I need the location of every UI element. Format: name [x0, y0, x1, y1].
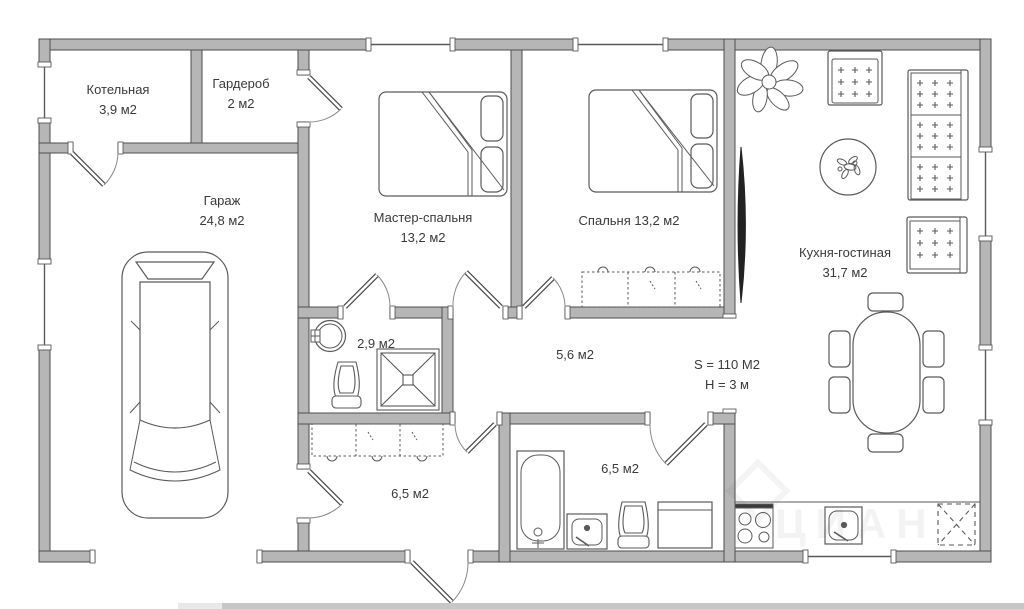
chair-icon	[923, 377, 944, 413]
sink-icon-small-bath	[311, 321, 346, 352]
dining-table-icon	[829, 293, 944, 452]
room-label-boiler: Котельная 3,9 м2	[86, 82, 150, 117]
room-label-bathroom-big: 6,5 м2	[601, 461, 639, 476]
tv-icon	[738, 147, 746, 303]
bed-icon-master	[379, 92, 507, 196]
sofa-icon	[908, 70, 968, 200]
chair-icon	[923, 331, 944, 367]
wardrobe-icon-hall	[312, 424, 443, 461]
chair-icon	[829, 377, 850, 413]
toilet-icon-small-bath	[332, 362, 361, 408]
chair-icon	[868, 293, 903, 311]
chair-icon	[868, 434, 903, 452]
chair-icon	[829, 331, 850, 367]
room-label-master-bedroom: Мастер-спальня 13,2 м2	[373, 210, 473, 245]
plant-icon	[734, 46, 804, 114]
car-icon	[122, 252, 228, 518]
plan-summary: S = 110 М2 Н = 3 м	[694, 357, 760, 392]
sink-icon-big-bath	[567, 514, 607, 549]
room-label-garage: Гараж 24,8 м2	[199, 193, 245, 228]
wardrobe-icon-bedroom	[582, 267, 720, 307]
bathtub-icon	[517, 451, 564, 549]
washing-machine-icon	[658, 502, 712, 548]
armchair-icon-right	[907, 217, 967, 273]
watermark-text: ЦИАН	[775, 500, 937, 547]
shower-icon	[377, 349, 439, 410]
horizontal-scrollbar[interactable]	[222, 603, 1024, 609]
room-label-inner-hall: 5,6 м2	[556, 347, 594, 362]
scrollbar-track-end	[178, 603, 222, 609]
room-label-kitchen-living: Кухня-гостиная 31,7 м2	[799, 245, 891, 280]
room-label-bathroom-small: 2,9 м2	[357, 336, 395, 351]
toilet-icon-big-bath	[618, 502, 649, 548]
bed-icon-bedroom	[589, 90, 717, 192]
coffee-table-icon	[820, 139, 876, 195]
room-label-wardrobe: Гардероб 2 м2	[212, 76, 270, 111]
room-label-entry-hall: 6,5 м2	[391, 486, 429, 501]
room-label-bedroom: Спальня 13,2 м2	[578, 213, 680, 228]
armchair-icon-top	[828, 51, 882, 105]
